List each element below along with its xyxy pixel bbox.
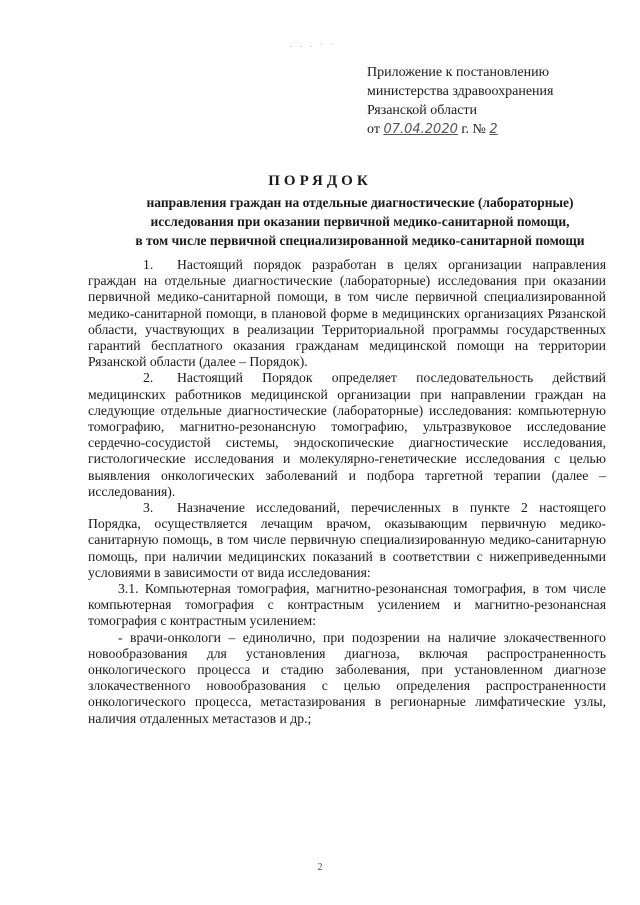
subtitle-line-3: в том числе первичной специализированной медико-санитарной помощи: [135, 233, 585, 248]
appendix-line-2: министерства здравоохранения: [367, 84, 554, 99]
date-prefix: от: [367, 122, 380, 137]
paragraph-3: [88, 500, 606, 581]
handwritten-date: 07.04.2020: [383, 122, 458, 137]
appendix-line-1: Приложение к постановлению: [367, 65, 550, 80]
paragraph-text: Настоящий порядок разработан в целях организации направления граждан на отдельные диагностические (лабораторные) исследования при оказании первичной медико-санитарной помощи, в том числе первичной специализированной медико-санитарной помощи, в плановой форме в медицинских организациях Рязанской области, участвующих в реализации Территориальной программы государственных гарантий бесплатного оказания гражданам медицинской помощи на территории Рязанской области (далее – Порядок).: [88, 257, 606, 370]
document-title: ПОРЯДОК: [268, 173, 372, 189]
appendix-date-line: [367, 120, 617, 139]
paragraph-text: Настоящий Порядок определяет последовательность действий медицинских работников медицинской организации при направлении граждан на следующие отдельные диагностические (лабораторные) исследования: компьютерную томографию, магнитно-резонансную томографию, ультразвуковое исследование сердечно-сосудистой системы, эндоскопические диагностические исследования, гистологические исследования и молекулярно-генетические исследования с целью выявления онкологических заболеваний и подбора таргетной терапии (далее – исследования).: [88, 370, 606, 499]
paragraph-text: - врачи-онкологи – единолично, при подозрении на наличие злокачественного новообразования для установления диагноза, включая распространенность онкологического процесса и стадию заболевания, при установленном диагнозе злокачественного новообразования с целью определения распространенности онкологического процесса, метастазирования в регионарные лимфатические узлы, наличия отдаленных метастазов и др.;: [88, 629, 606, 726]
appendix-note: [367, 63, 617, 139]
document-body: [88, 257, 606, 727]
paragraph-oncologists: [88, 630, 606, 727]
paragraph-text: Назначение исследований, перечисленных в пункте 2 настоящего Порядка, осуществляется лечащим врачом, оказывающим первичную медико-санитарную помощь, в том числе первичную специализированную медико-санитарную помощь, при наличии медицинских показаний в соответствии с нижеприведенными условиями в зависимости от вида исследования:: [88, 500, 606, 580]
handwritten-number: 2: [489, 122, 498, 137]
subtitle-line-2: исследования при оказании первичной медико-санитарной помощи,: [150, 214, 570, 229]
paragraph-1: [88, 257, 606, 370]
document-subtitle: [100, 193, 620, 250]
paragraph-number: 2.: [143, 370, 154, 386]
paragraph-number: 1.: [143, 257, 154, 272]
scan-mark: . . . · ·: [290, 40, 337, 49]
appendix-line-3: Рязанской области: [367, 103, 478, 118]
paragraph-number: 3.: [143, 500, 154, 516]
date-mid: г. №: [461, 122, 486, 137]
subtitle-line-1: направления граждан на отдельные диагностические (лабораторные): [146, 195, 574, 210]
page-number: 2: [317, 862, 323, 873]
paragraph-2: [88, 370, 606, 500]
paragraph-text: 3.1. Компьютерная томография, магнитно-резонансная томография, в том числе компьютерная томография с контрастным усилением и магнитно-резонансная томография с контрастным усилением:: [88, 581, 606, 629]
paragraph-3-1: [88, 581, 606, 630]
